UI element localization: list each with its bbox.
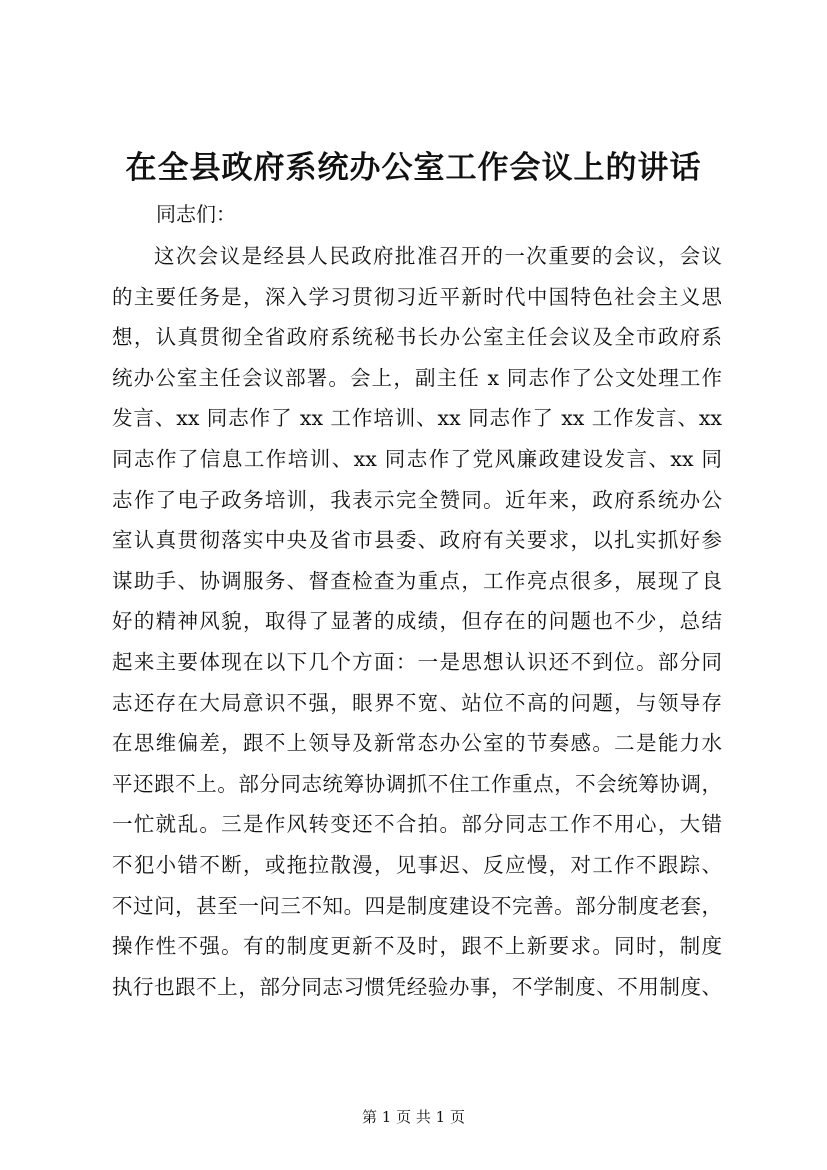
body-line: 想，认真贯彻全省政府系统秘书长办公室主任会议及全市政府系 [112, 325, 722, 350]
body-text [112, 242, 722, 1013]
body-line: 志作了电子政务培训，我表示完全赞同。近年来，政府系统办公 [112, 487, 722, 512]
document-title: 在全县政府系统办公室工作会议上的讲话 [125, 150, 702, 186]
body-line: 发言、xx 同志作了 xx 工作培训、xx 同志作了 xx 工作发言、xx [112, 406, 722, 431]
body-line: 好的精神风貌，取得了显著的成绩，但存在的问题也不少，总结 [112, 609, 722, 634]
body-line: 操作性不强。有的制度更新不及时，跟不上新要求。同时，制度 [112, 934, 722, 959]
body-line: 统办公室主任会议部署。会上，副主任 x 同志作了公文处理工作 [112, 365, 722, 390]
body-line: 不犯小错不断，或拖拉散漫，见事迟、反应慢，对工作不跟踪、 [112, 852, 722, 877]
page-number-footer: 第 1 页 共 1 页 [362, 1108, 465, 1126]
body-line: 这次会议是经县人民政府批准召开的一次重要的会议，会议 [154, 244, 722, 268]
body-line: 一忙就乱。三是作风转变还不合拍。部分同志工作不用心，大错 [112, 812, 722, 837]
body-line: 不过问，甚至一问三不知。四是制度建设不完善。部分制度老套， [112, 893, 722, 918]
body-line: 同志作了信息工作培训、xx 同志作了党风廉政建设发言、xx 同 [112, 446, 722, 471]
body-line: 志还存在大局意识不强，眼界不宽、站位不高的问题，与领导存 [112, 690, 722, 715]
body-line: 谋助手、协调服务、督查检查为重点，工作亮点很多，展现了良 [112, 568, 722, 593]
body-line: 平还跟不上。部分同志统筹协调抓不住工作重点，不会统筹协调， [112, 771, 722, 796]
body-line: 执行也跟不上，部分同志习惯凭经验办事，不学制度、不用制度、 [112, 974, 722, 999]
salutation: 同志们： [156, 202, 236, 226]
body-line: 室认真贯彻落实中央及省市县委、政府有关要求，以扎实抓好参 [112, 528, 722, 553]
body-line: 在思维偏差，跟不上领导及新常态办公室的节奏感。二是能力水 [112, 731, 722, 756]
body-line: 的主要任务是，深入学习贯彻习近平新时代中国特色社会主义思 [112, 284, 722, 309]
body-line: 起来主要体现在以下几个方面：一是思想认识还不到位。部分同 [112, 649, 722, 674]
